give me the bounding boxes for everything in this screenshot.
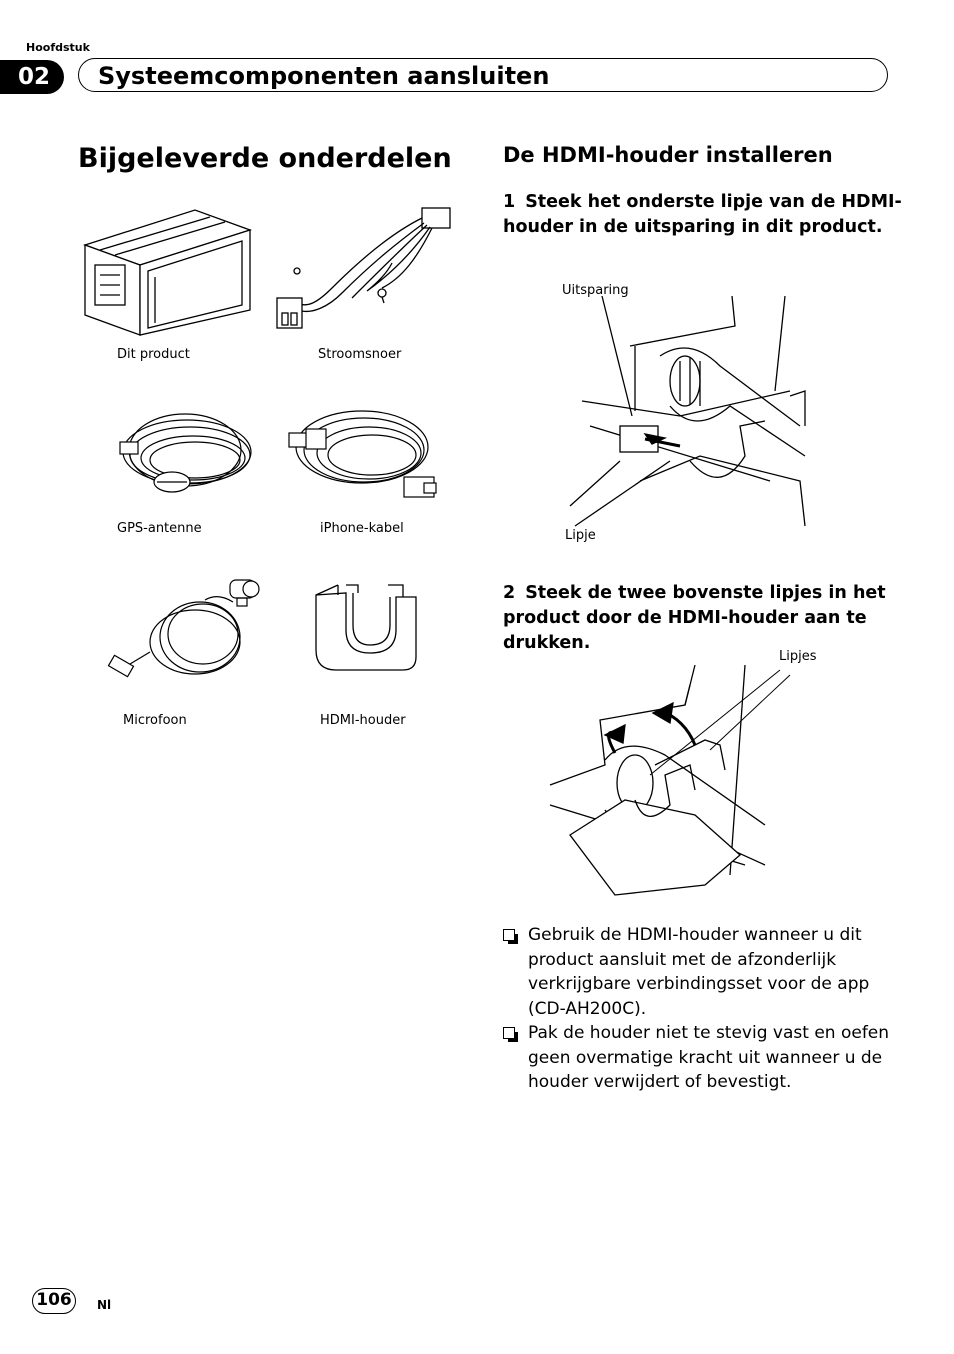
caption-microphone: Microfoon	[123, 713, 187, 728]
hdmi-holder-icon	[308, 575, 423, 680]
label-recess: Uitsparing	[562, 283, 629, 298]
gps-antenna-icon	[115, 400, 260, 500]
caption-hdmi-holder: HDMI-houder	[320, 713, 406, 728]
step-1-illustration	[560, 296, 810, 528]
iphone-cable-icon	[284, 405, 444, 505]
step-1-number: 1	[503, 192, 516, 212]
step-2	[503, 581, 903, 656]
caption-gps-antenna: GPS-antenne	[117, 521, 202, 536]
chapter-label: Hoofdstuk	[26, 41, 90, 54]
caption-power-cord: Stroomsnoer	[318, 347, 402, 362]
label-tab: Lipje	[565, 528, 596, 543]
section-title-supplied-parts: Bijgeleverde onderdelen	[78, 143, 452, 174]
note-item	[503, 923, 903, 1021]
head-unit-icon	[80, 205, 255, 340]
step-2-number: 2	[503, 583, 516, 603]
chapter-number-badge: 02	[0, 60, 64, 94]
chapter-title: Systeemcomponenten aansluiten	[98, 62, 550, 90]
step-1-text: Steek het onderste lipje van de HDMI-houder in de uitsparing in dit product.	[503, 192, 902, 237]
step-1	[503, 190, 903, 240]
checkbox-bullet-icon	[503, 929, 515, 941]
microphone-icon	[105, 572, 265, 687]
caption-iphone-cable: iPhone-kabel	[320, 521, 404, 536]
label-tabs: Lipjes	[779, 649, 817, 664]
notes-list	[503, 923, 903, 1095]
note-text: Pak de houder niet te stevig vast en oefen geen overmatige kracht uit wanneer u de houder verwijdert of bevestigt.	[528, 1023, 890, 1092]
checkbox-bullet-icon	[503, 1027, 515, 1039]
step-2-text: Steek de twee bovenste lipjes in het product door de HDMI-houder aan te drukken.	[503, 583, 886, 653]
note-text: Gebruik de HDMI-houder wanneer u dit product aansluit met de afzonderlijk verkrijgbare verbindingsset voor de app (CD-AH200C).	[528, 925, 870, 1019]
caption-head-unit: Dit product	[117, 347, 190, 362]
step-2-illustration	[545, 665, 795, 910]
language-code: Nl	[97, 1298, 112, 1312]
page-number: 106	[32, 1288, 76, 1314]
section-title-install-hdmi-holder: De HDMI-houder installeren	[503, 143, 833, 167]
power-cord-icon	[272, 203, 457, 338]
note-item	[503, 1021, 903, 1095]
